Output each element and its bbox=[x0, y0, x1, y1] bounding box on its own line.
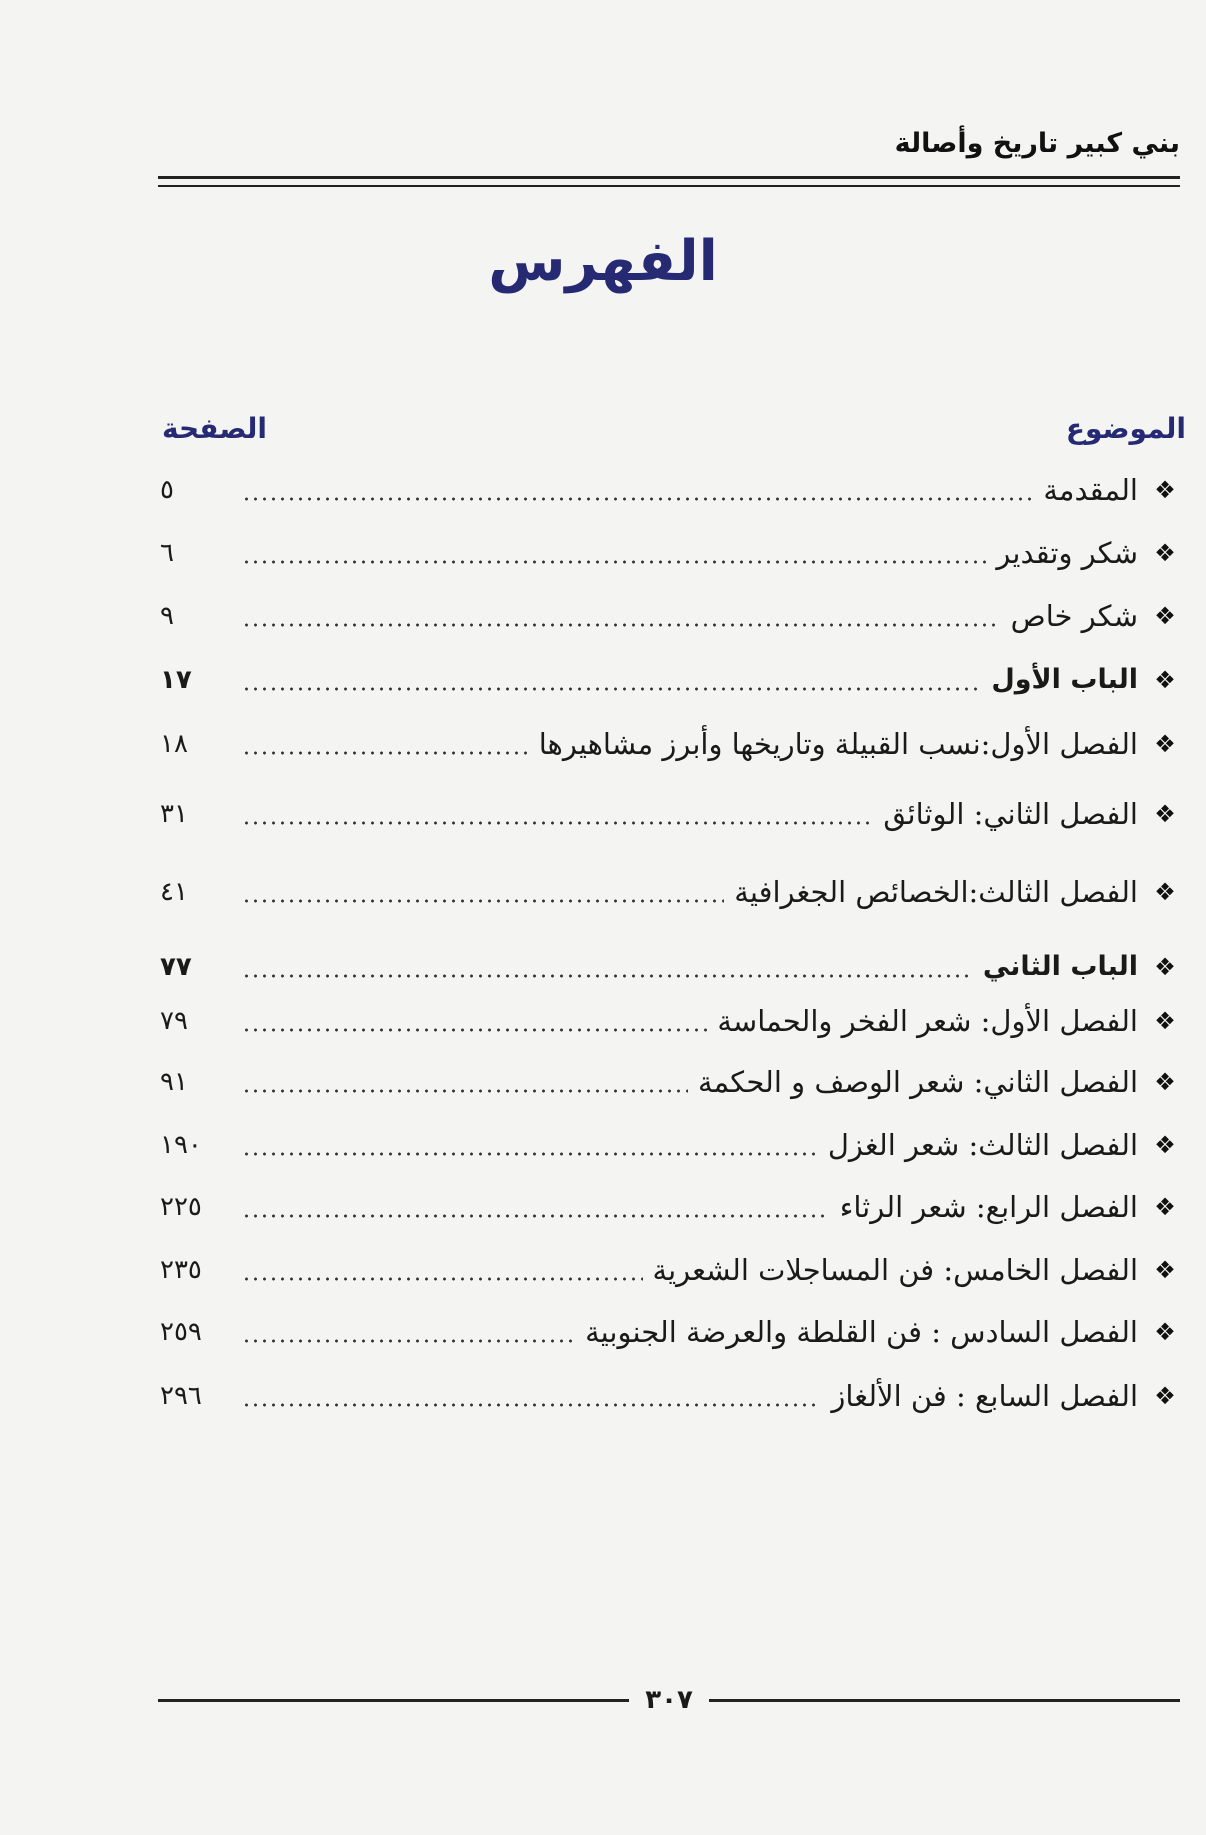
page-column-heading: الصفحة bbox=[162, 412, 268, 445]
toc-entry bbox=[160, 1057, 1180, 1107]
toc-entry bbox=[160, 1371, 1180, 1421]
toc-entry-title: الفصل السادس : فن القلطة والعرضة الجنوبية bbox=[585, 1315, 1138, 1349]
dot-leader bbox=[242, 623, 1001, 627]
toc-entry bbox=[160, 996, 1180, 1046]
diamond-bullet-icon: ❖ bbox=[1154, 476, 1176, 504]
toc-entry bbox=[160, 1120, 1180, 1170]
dot-leader bbox=[242, 899, 724, 903]
toc-entry-page: ٢٢٥ bbox=[160, 1192, 202, 1222]
toc-entry-title: الفصل الثاني: شعر الوصف و الحكمة bbox=[697, 1065, 1138, 1099]
dot-leader bbox=[242, 1089, 688, 1093]
toc-entry-title: شكر وتقدير bbox=[996, 536, 1138, 570]
diamond-bullet-icon: ❖ bbox=[1154, 539, 1176, 567]
toc-entry-page: ٩ bbox=[160, 601, 174, 631]
diamond-bullet-icon: ❖ bbox=[1154, 1068, 1176, 1096]
toc-entry-page: ٣١ bbox=[160, 799, 188, 829]
diamond-bullet-icon: ❖ bbox=[1154, 878, 1176, 906]
toc-entry-page: ١٧ bbox=[160, 665, 192, 695]
footer-rule-left bbox=[158, 1699, 629, 1702]
dot-leader bbox=[242, 1152, 818, 1156]
toc-entry-title: شكر خاص bbox=[1010, 599, 1138, 633]
toc-entry-title: الفصل الخامس: فن المساجلات الشعرية bbox=[652, 1253, 1138, 1287]
dot-leader bbox=[242, 497, 1033, 501]
running-header: بني كبير تاريخ وأصالة bbox=[894, 128, 1180, 159]
dot-leader bbox=[242, 821, 873, 825]
toc-entry bbox=[160, 719, 1180, 769]
toc-entry-title: الفصل الأول: شعر الفخر والحماسة bbox=[717, 1004, 1138, 1038]
diamond-bullet-icon: ❖ bbox=[1154, 666, 1176, 694]
diamond-bullet-icon: ❖ bbox=[1154, 730, 1176, 758]
toc-entry-page: ٧٩ bbox=[160, 1006, 188, 1036]
toc-entry bbox=[160, 1307, 1180, 1357]
toc-entry bbox=[160, 867, 1180, 917]
diamond-bullet-icon: ❖ bbox=[1154, 800, 1176, 828]
toc-entry-title: الباب الثاني bbox=[982, 951, 1138, 982]
dot-leader bbox=[242, 1403, 821, 1407]
dot-leader bbox=[242, 560, 986, 564]
dot-leader bbox=[242, 1339, 575, 1343]
toc-entry-page: ١٨ bbox=[160, 729, 188, 759]
toc-entry-page: ١٩٠ bbox=[160, 1130, 202, 1160]
toc-entry bbox=[160, 789, 1180, 839]
diamond-bullet-icon: ❖ bbox=[1154, 602, 1176, 630]
toc-entry-title: الفصل السابع : فن الألغاز bbox=[831, 1379, 1138, 1413]
diamond-bullet-icon: ❖ bbox=[1154, 1193, 1176, 1221]
toc-entry bbox=[160, 655, 1180, 705]
toc-entry bbox=[160, 528, 1180, 578]
page-footer bbox=[158, 1680, 1180, 1720]
dot-leader bbox=[242, 751, 529, 755]
toc-entry-page: ٥ bbox=[160, 475, 174, 505]
page-title: الفهرس bbox=[488, 229, 718, 294]
toc-entry-page: ٢٩٦ bbox=[160, 1381, 202, 1411]
dot-leader bbox=[242, 1214, 830, 1218]
header-rule bbox=[158, 176, 1180, 187]
toc-entry-title: الفصل الأول:نسب القبيلة وتاريخها وأبرز مشاهيرها bbox=[538, 727, 1138, 761]
dot-leader bbox=[242, 974, 973, 978]
toc-entry-title: الفصل الرابع: شعر الرثاء bbox=[839, 1190, 1138, 1224]
toc-entry-page: ٤١ bbox=[160, 877, 188, 907]
diamond-bullet-icon: ❖ bbox=[1154, 1256, 1176, 1284]
diamond-bullet-icon: ❖ bbox=[1154, 1007, 1176, 1035]
toc-entry bbox=[160, 1182, 1180, 1232]
diamond-bullet-icon: ❖ bbox=[1154, 1131, 1176, 1159]
toc-entry-title: المقدمة bbox=[1043, 473, 1138, 507]
toc-entry-title: الباب الأول bbox=[991, 664, 1138, 695]
footer-rule-right bbox=[709, 1699, 1180, 1702]
toc-entry-title: الفصل الثاني: الوثائق bbox=[883, 797, 1138, 831]
diamond-bullet-icon: ❖ bbox=[1154, 1382, 1176, 1410]
toc-entry-page: ٩١ bbox=[160, 1067, 188, 1097]
toc-entry bbox=[160, 591, 1180, 641]
toc-entry bbox=[160, 465, 1180, 515]
diamond-bullet-icon: ❖ bbox=[1154, 1318, 1176, 1346]
toc-entry-page: ٦ bbox=[160, 538, 174, 568]
diamond-bullet-icon: ❖ bbox=[1154, 953, 1176, 981]
toc-entry-page: ٢٥٩ bbox=[160, 1317, 202, 1347]
toc-entry-page: ٧٧ bbox=[160, 952, 192, 982]
toc-entry bbox=[160, 942, 1180, 992]
page-number: ٣٠٧ bbox=[645, 1685, 693, 1715]
dot-leader bbox=[242, 1277, 643, 1281]
dot-leader bbox=[242, 1028, 707, 1032]
topic-column-heading: الموضوع bbox=[1065, 412, 1186, 445]
toc-entry-title: الفصل الثالث:الخصائص الجغرافية bbox=[734, 875, 1138, 909]
toc-entry-title: الفصل الثالث: شعر الغزل bbox=[827, 1128, 1138, 1162]
toc-entry bbox=[160, 1245, 1180, 1295]
dot-leader bbox=[242, 687, 981, 691]
toc-entry-page: ٢٣٥ bbox=[160, 1255, 202, 1285]
